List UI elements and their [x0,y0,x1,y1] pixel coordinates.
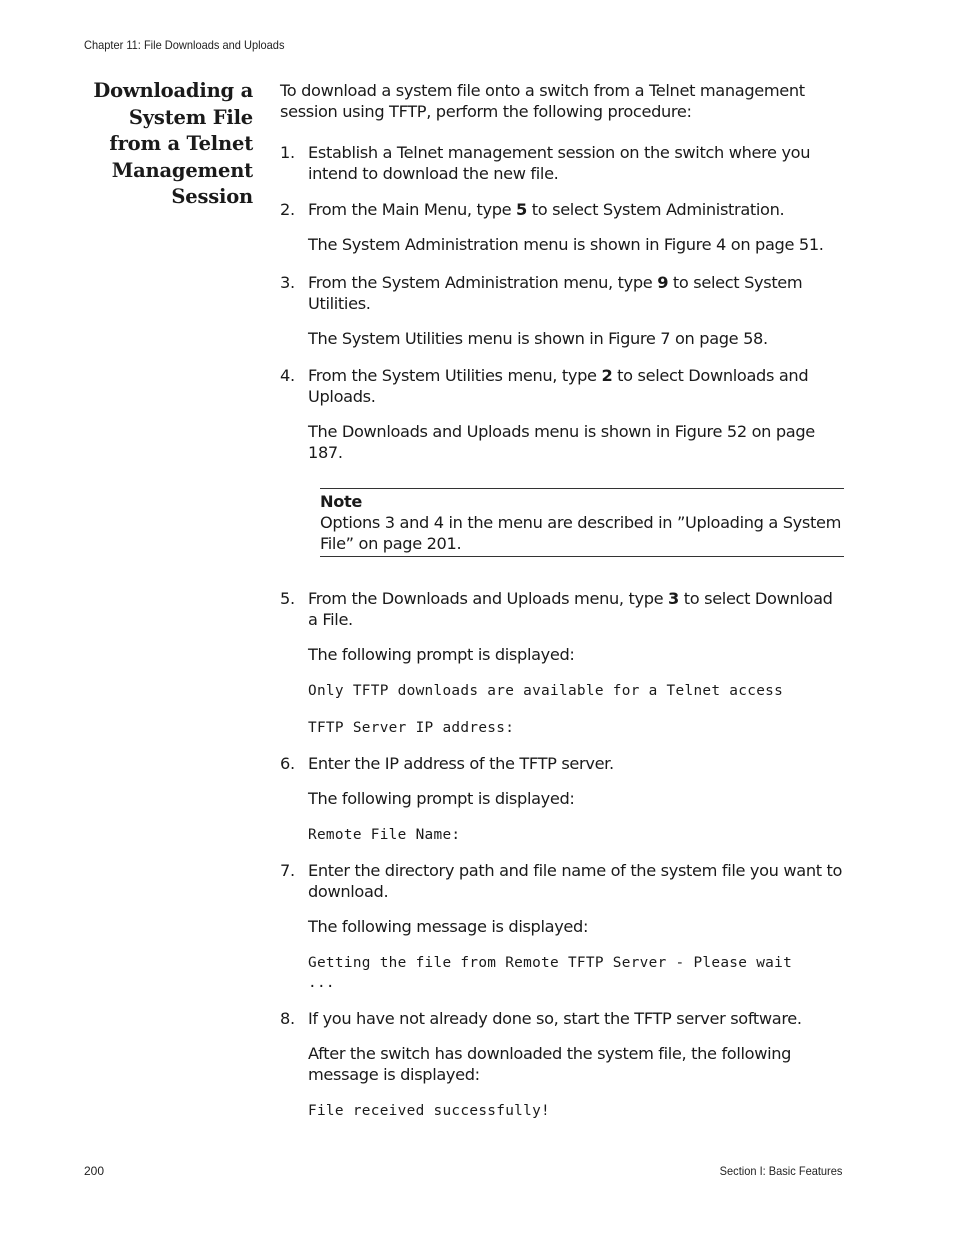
note-box [320,488,844,557]
menu-key: 3 [668,589,679,608]
note-text: Options 3 and 4 in the menu are described in ”Uploading a System File” on page 201. [320,513,842,553]
step-follow-text: The System Utilities menu is shown in Figure 7 on page 58. [308,329,768,348]
prompt-code: ... [308,975,335,991]
step-5 [280,588,844,738]
step-number: 6. [280,754,295,773]
step-2 [280,199,844,255]
heading-line: Downloading a [93,79,253,102]
prompt-code: Only TFTP downloads are available for a Telnet access [308,683,784,699]
step-follow-text: The following message is displayed: [308,917,589,936]
step-follow-text: The following prompt is displayed: [308,645,575,664]
menu-key: 5 [516,200,527,219]
step-4 [280,365,844,463]
step-number: 7. [280,861,295,880]
section-heading [70,78,253,211]
step-text: Establish a Telnet management session on the switch where you intend to download the new file. [308,143,811,183]
step-text: If you have not already done so, start the TFTP server software. [308,1009,802,1028]
step-follow-text: After the switch has downloaded the system file, the following message is displayed: [308,1044,792,1084]
step-number: 1. [280,143,295,162]
heading-line: Management [111,158,253,182]
heading-line: Session [171,185,253,208]
step-text: From the System Administration menu, type 9 to select System Utilities. [308,273,803,313]
prompt-code: File received successfully! [308,1103,551,1119]
step-number: 2. [280,200,295,219]
step-6 [280,753,844,845]
step-text: Enter the directory path and file name of the system file you want to download. [308,861,843,901]
step-text: From the System Utilities menu, type 2 to select Downloads and Uploads. [308,366,809,406]
step-follow-text: The System Administration menu is shown in Figure 4 on page 51. [308,235,824,254]
step-8 [280,1008,844,1121]
step-text: From the Downloads and Uploads menu, type 3 to select Download a File. [308,589,833,629]
step-1 [280,142,844,184]
menu-key: 9 [657,273,669,292]
step-number: 8. [280,1009,295,1028]
step-7 [280,860,844,993]
heading-line: from a Telnet [109,132,253,155]
step-number: 4. [280,366,295,385]
step-text: Enter the IP address of the TFTP server. [308,754,614,773]
step-number: 5. [280,589,295,608]
running-footer: Section I: Basic Features [719,1164,842,1178]
step-3 [280,272,844,349]
page-number: 200 [84,1164,105,1178]
running-header: Chapter 11: File Downloads and Uploads [84,38,285,52]
procedure-body [280,80,844,1121]
menu-key: 2 [601,366,613,385]
step-text: From the Main Menu, type 5 to select System Administration. [308,200,785,219]
step-follow-text: The Downloads and Uploads menu is shown in Figure 52 on page 187. [308,422,815,462]
intro-paragraph: To download a system file onto a switch from a Telnet management session using TFTP, perform the following procedure: [280,81,805,121]
prompt-code: TFTP Server IP address: [308,720,515,736]
heading-line: System File [128,105,253,129]
prompt-code: Getting the file from Remote TFTP Server - Please wait [308,955,793,971]
note-title: Note [320,492,362,511]
step-number: 3. [280,273,295,292]
prompt-code: Remote File Name: [308,827,461,843]
step-follow-text: The following prompt is displayed: [308,789,575,808]
